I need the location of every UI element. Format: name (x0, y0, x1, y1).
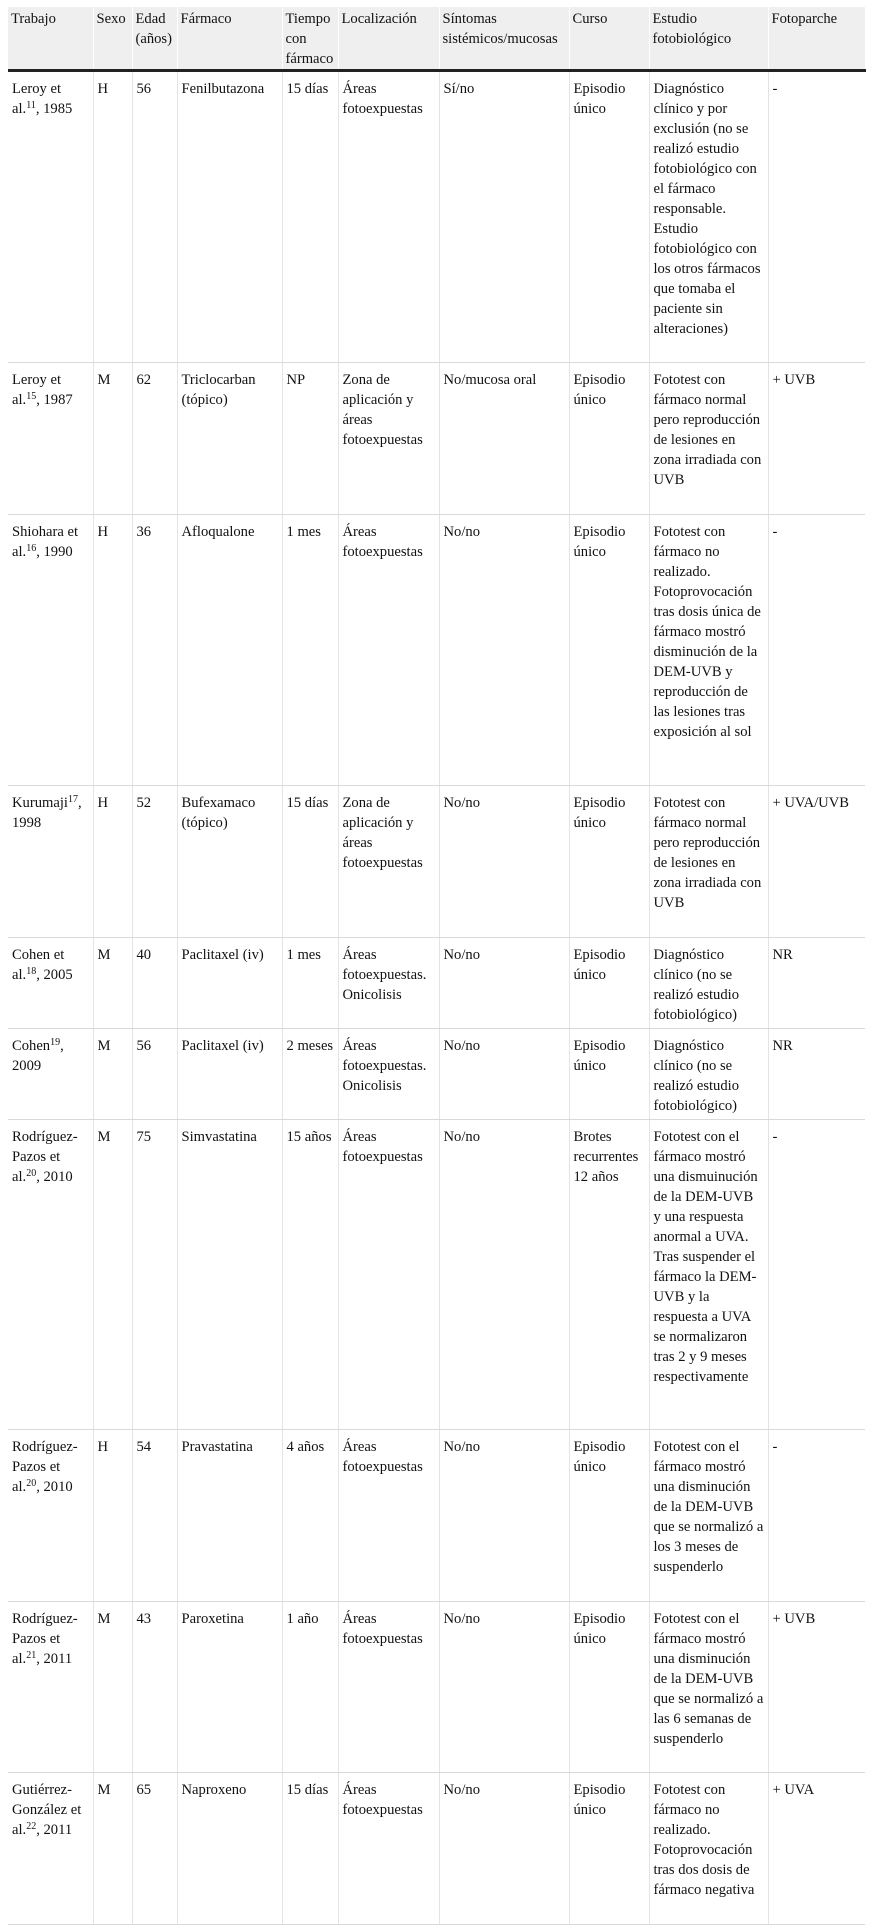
cell-edad: 62 (132, 363, 177, 515)
cell-estudio: Fototest con fármaco no realizado. Fotoprovocación tras dosis única de fármaco mostró disminución de la DEM-UVB y reproducción de las lesiones tras exposición al sol (649, 515, 768, 786)
cell-sintomas: No/no (439, 938, 569, 1029)
cell-fotoparche: - (768, 1430, 865, 1602)
cell-sintomas: No/no (439, 1430, 569, 1602)
ref-number: 11 (26, 100, 36, 111)
cell-edad: 65 (132, 1773, 177, 1925)
cell-edad: 43 (132, 1602, 177, 1773)
cell-curso: Episodio único (569, 363, 649, 515)
cell-estudio: Diagnóstico clínico y por exclusión (no se realizó estudio fotobiológico con el fármaco responsable. Estudio fotobiológico con los otros fármacos que tomaba el paciente sin alteraciones) (649, 71, 768, 363)
cell-curso: Episodio único (569, 1773, 649, 1925)
cell-localizacion: Zona de aplicación y áreas fotoexpuestas (338, 363, 439, 515)
ref-author: Cohen (12, 1038, 51, 1054)
cell-edad: 54 (132, 1430, 177, 1602)
header-farmaco: Fármaco (177, 7, 282, 71)
cell-localizacion: Áreas fotoexpuestas. Onicolisis (338, 1029, 439, 1120)
ref-author: Rodríguez-Pazos et al. (12, 1129, 78, 1185)
cell-sintomas: No/no (439, 1602, 569, 1773)
ref-year: , 2010 (36, 1169, 73, 1185)
table-row (8, 786, 865, 938)
cell-tiempo: 1 año (282, 1602, 338, 1773)
cell-trabajo (8, 1120, 93, 1430)
header-trabajo: Trabajo (8, 7, 93, 71)
table-row (8, 515, 865, 786)
cell-localizacion: Áreas fotoexpuestas (338, 515, 439, 786)
cell-tiempo: 2 meses (282, 1029, 338, 1120)
cell-trabajo (8, 1029, 93, 1120)
header-localizacion: Localización (338, 7, 439, 71)
ref-number: 22 (26, 1821, 37, 1832)
cell-farmaco: Paclitaxel (iv) (177, 938, 282, 1029)
table-row (8, 1430, 865, 1602)
cell-trabajo (8, 1773, 93, 1925)
ref-year: , 2009 (12, 1038, 64, 1074)
cell-sexo: H (93, 1430, 132, 1602)
cell-trabajo (8, 1430, 93, 1602)
cell-tiempo: 15 días (282, 71, 338, 363)
cell-farmaco: Paroxetina (177, 1602, 282, 1773)
cell-curso: Brotes recurrentes 12 años (569, 1120, 649, 1430)
ref-author: Rodríguez-Pazos et al. (12, 1439, 78, 1495)
ref-year: , 2011 (36, 1651, 73, 1667)
cell-farmaco: Fenilbutazona (177, 71, 282, 363)
ref-author: Gutiérrez-González et al. (12, 1782, 82, 1838)
cell-estudio: Fototest con el fármaco mostró una disminución de la DEM-UVB que se normalizó a las 6 semanas de suspenderlo (649, 1602, 768, 1773)
cell-edad: 56 (132, 71, 177, 363)
cell-tiempo: 1 mes (282, 938, 338, 1029)
cell-localizacion: Áreas fotoexpuestas (338, 1120, 439, 1430)
cell-sintomas: No/no (439, 786, 569, 938)
cell-localizacion: Áreas fotoexpuestas (338, 1430, 439, 1602)
cell-sintomas: No/no (439, 1773, 569, 1925)
cell-localizacion: Zona de aplicación y áreas fotoexpuestas (338, 786, 439, 938)
table-row (8, 1602, 865, 1773)
ref-number: 20 (26, 1478, 37, 1489)
cell-farmaco: Bufexamaco (tópico) (177, 786, 282, 938)
cell-fotoparche: - (768, 71, 865, 363)
cell-curso: Episodio único (569, 1430, 649, 1602)
ref-number: 19 (50, 1037, 61, 1048)
ref-author: Kurumaji (12, 795, 68, 811)
cell-estudio: Fototest con fármaco normal pero reproducción de lesiones en zona irradiada con UVB (649, 786, 768, 938)
cell-sintomas: Sí/no (439, 71, 569, 363)
cell-localizacion: Áreas fotoexpuestas (338, 1773, 439, 1925)
header-sintomas: Síntomas sistémicos/mucosas (439, 7, 569, 71)
cell-fotoparche: NR (768, 938, 865, 1029)
ref-author: Rodríguez-Pazos et al. (12, 1611, 78, 1667)
cell-edad: 56 (132, 1029, 177, 1120)
cell-farmaco: Afloqualone (177, 515, 282, 786)
cell-sintomas: No/no (439, 1029, 569, 1120)
cell-trabajo (8, 938, 93, 1029)
ref-number: 20 (26, 1168, 37, 1179)
cell-tiempo: 4 años (282, 1430, 338, 1602)
cell-farmaco: Paclitaxel (iv) (177, 1029, 282, 1120)
cell-tiempo: 15 años (282, 1120, 338, 1430)
cell-curso: Episodio único (569, 71, 649, 363)
cell-farmaco: Naproxeno (177, 1773, 282, 1925)
header-edad: Edad (años) (132, 7, 177, 71)
table-row (8, 71, 865, 363)
cell-curso: Episodio único (569, 1029, 649, 1120)
cell-tiempo: 15 días (282, 1773, 338, 1925)
cell-edad: 75 (132, 1120, 177, 1430)
ref-year: , 2011 (36, 1822, 73, 1838)
cell-sintomas: No/no (439, 1120, 569, 1430)
ref-number: 15 (26, 391, 37, 402)
cell-farmaco: Triclocarban (tópico) (177, 363, 282, 515)
cell-sexo: M (93, 1602, 132, 1773)
cell-farmaco: Simvastatina (177, 1120, 282, 1430)
ref-author: Leroy et al. (12, 81, 62, 117)
cell-fotoparche: NR (768, 1029, 865, 1120)
cell-fotoparche: - (768, 515, 865, 786)
table-row (8, 363, 865, 515)
cell-sintomas: No/no (439, 515, 569, 786)
header-curso: Curso (569, 7, 649, 71)
cell-tiempo: 1 mes (282, 515, 338, 786)
ref-number: 21 (26, 1650, 37, 1661)
cell-edad: 40 (132, 938, 177, 1029)
cell-trabajo (8, 1602, 93, 1773)
cell-curso: Episodio único (569, 515, 649, 786)
cell-fotoparche: - (768, 1120, 865, 1430)
ref-number: 16 (26, 543, 37, 554)
cell-trabajo (8, 71, 93, 363)
ref-number: 17 (67, 794, 78, 805)
ref-author: Leroy et al. (12, 372, 62, 408)
cell-curso: Episodio único (569, 938, 649, 1029)
cell-tiempo: 15 días (282, 786, 338, 938)
table-row (8, 1120, 865, 1430)
cell-edad: 36 (132, 515, 177, 786)
cell-estudio: Fototest con fármaco normal pero reproducción de lesiones en zona irradiada con UVB (649, 363, 768, 515)
cell-trabajo (8, 515, 93, 786)
header-tiempo: Tiempo con fármaco (282, 7, 338, 71)
cell-estudio: Diagnóstico clínico (no se realizó estudio fotobiológico) (649, 938, 768, 1029)
cell-trabajo (8, 786, 93, 938)
cell-localizacion: Áreas fotoexpuestas. Onicolisis (338, 938, 439, 1029)
cell-edad: 52 (132, 786, 177, 938)
ref-year: , 1987 (36, 392, 73, 408)
ref-year: , 2010 (36, 1479, 73, 1495)
cell-fotoparche: + UVB (768, 363, 865, 515)
table-row (8, 1773, 865, 1925)
header-estudio: Estudio fotobiológico (649, 7, 768, 71)
cell-farmaco: Pravastatina (177, 1430, 282, 1602)
table-row (8, 1029, 865, 1120)
cell-sexo: M (93, 363, 132, 515)
header-fotoparche: Fotoparche (768, 7, 865, 71)
cell-tiempo: NP (282, 363, 338, 515)
drug-photosensitivity-table (8, 7, 866, 1925)
cell-curso: Episodio único (569, 786, 649, 938)
ref-year: , 1990 (36, 544, 73, 560)
cell-sexo: H (93, 515, 132, 786)
cell-sexo: H (93, 786, 132, 938)
header-sexo: Sexo (93, 7, 132, 71)
cell-sexo: M (93, 1029, 132, 1120)
ref-author: Cohen et al. (12, 947, 65, 983)
cell-localizacion: Áreas fotoexpuestas (338, 1602, 439, 1773)
cell-localizacion: Áreas fotoexpuestas (338, 71, 439, 363)
ref-year: , 1998 (12, 795, 82, 831)
table-body (8, 71, 865, 1925)
ref-number: 18 (26, 966, 37, 977)
cell-sexo: H (93, 71, 132, 363)
ref-author: Shiohara et al. (12, 524, 79, 560)
cell-sexo: M (93, 1120, 132, 1430)
cell-fotoparche: + UVA/UVB (768, 786, 865, 938)
cell-fotoparche: + UVA (768, 1773, 865, 1925)
header-row (8, 7, 865, 71)
cell-fotoparche: + UVB (768, 1602, 865, 1773)
cell-sintomas: No/mucosa oral (439, 363, 569, 515)
cell-estudio: Fototest con fármaco no realizado. Fotoprovocación tras dos dosis de fármaco negativa (649, 1773, 768, 1925)
cell-trabajo (8, 363, 93, 515)
cell-sexo: M (93, 1773, 132, 1925)
ref-year: , 1985 (35, 101, 73, 117)
cell-curso: Episodio único (569, 1602, 649, 1773)
table-row (8, 938, 865, 1029)
cell-estudio: Diagnóstico clínico (no se realizó estudio fotobiológico) (649, 1029, 768, 1120)
ref-year: , 2005 (36, 967, 73, 983)
table-container (8, 7, 865, 1925)
cell-sexo: M (93, 938, 132, 1029)
cell-estudio: Fototest con el fármaco mostró una disminución de la DEM-UVB que se normalizó a los 3 meses de suspenderlo (649, 1430, 768, 1602)
cell-estudio: Fototest con el fármaco mostró una dismuinución de la DEM-UVB y una respuesta anormal a UVA. Tras suspender el fármaco la DEM-UVB y la respuesta a UVA se normalizaron tras 2 y 9 meses respectivamente (649, 1120, 768, 1430)
